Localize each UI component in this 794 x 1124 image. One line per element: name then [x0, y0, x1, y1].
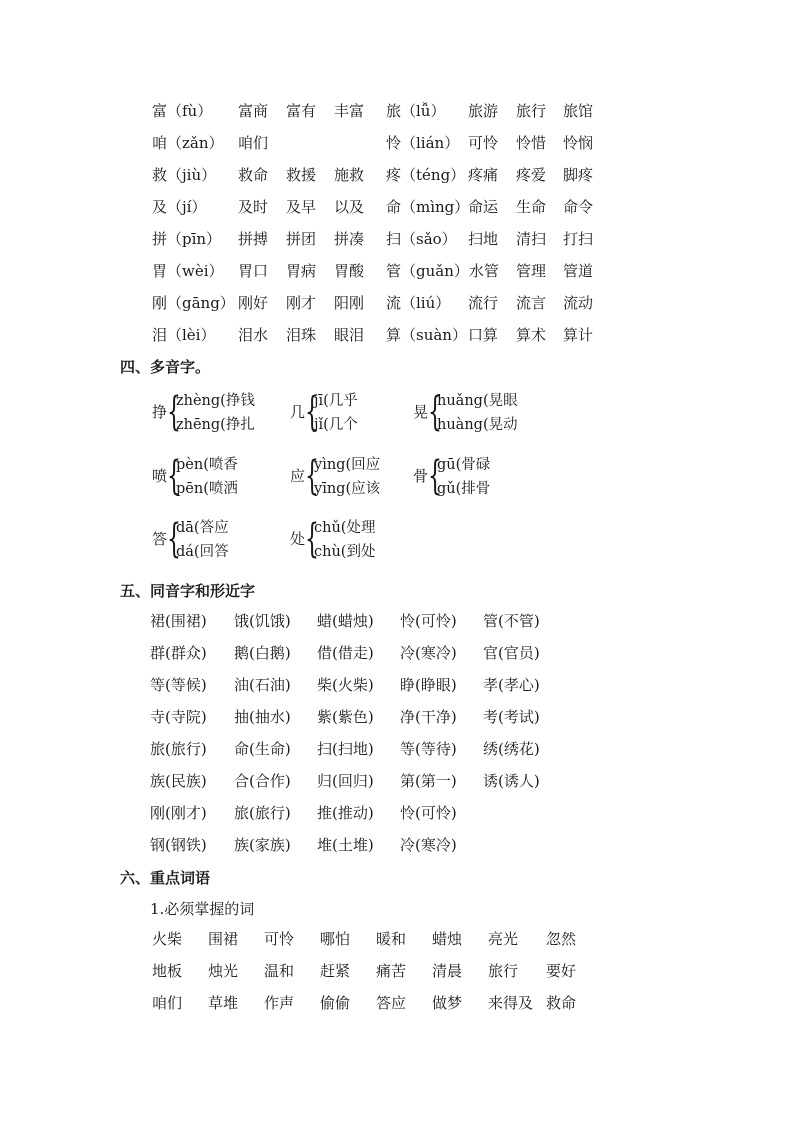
- polyphone-reading: zhēng(挣扎: [176, 417, 255, 433]
- polyphone-reading: jī(几乎: [314, 393, 358, 409]
- table-cell: 怜(可怜): [400, 612, 457, 630]
- table-cell: 命(生命): [234, 740, 291, 758]
- table-cell: 刚(刚才): [150, 804, 207, 822]
- polyphone-group: [152, 390, 272, 436]
- table-cell: 旅游: [468, 102, 499, 120]
- polyphone-group: [290, 390, 410, 436]
- table-cell: 拼凑: [334, 230, 365, 248]
- table-cell: 官(官员): [483, 644, 540, 662]
- polyphone-reading: yìng(回应: [314, 457, 381, 473]
- table-cell: 泪水: [238, 326, 269, 344]
- table-cell: 疼爱: [516, 166, 547, 184]
- table-cell: 胃病: [286, 262, 317, 280]
- table-cell: 清扫: [516, 230, 547, 248]
- polyphone-reading: gū(骨碌: [437, 457, 491, 473]
- table-cell: 饿(饥饿): [234, 612, 291, 630]
- table-cell: 睁(睁眼): [400, 676, 457, 694]
- table-cell: 胃酸: [334, 262, 365, 280]
- table-cell: 合(合作): [234, 772, 291, 790]
- brace-mark: {: [167, 389, 181, 435]
- table-cell: 胃口: [238, 262, 269, 280]
- table-cell: 推(推动): [317, 804, 374, 822]
- table-cell: 可怜: [264, 930, 295, 948]
- table-cell: 救命: [238, 166, 269, 184]
- table-cell: 要好: [546, 962, 577, 980]
- section6-heading: 六、重点词语: [120, 869, 211, 887]
- table-cell: 可怜: [468, 134, 499, 152]
- table-cell: 扫(扫地): [317, 740, 374, 758]
- table-cell: 等(等待): [400, 740, 457, 758]
- table-cell: 冷(寒冷): [400, 836, 457, 854]
- table-cell: 族(民族): [150, 772, 207, 790]
- polyphone-reading: huàng(晃动: [437, 417, 518, 433]
- polyphone-char: 喷: [152, 467, 168, 485]
- polyphone-reading: zhèng(挣钱: [176, 393, 255, 409]
- polyphone-reading: jǐ(几个: [314, 417, 358, 433]
- table-cell: 绣(绣花): [483, 740, 540, 758]
- table-cell: 旅行: [516, 102, 547, 120]
- polyphone-char: 应: [290, 467, 306, 485]
- table-cell: 疼痛: [468, 166, 499, 184]
- polyphone-char: 骨: [413, 467, 429, 485]
- table-cell: 烛光: [208, 962, 239, 980]
- table-cell: 刚（gāng）: [152, 294, 235, 312]
- table-cell: 眼泪: [334, 326, 365, 344]
- table-cell: 流动: [563, 294, 594, 312]
- brace-mark: {: [167, 453, 181, 499]
- table-cell: 孝(孝心): [483, 676, 540, 694]
- brace-mark: {: [167, 516, 181, 562]
- table-cell: 及早: [286, 198, 317, 216]
- table-cell: 怜（lián）: [386, 134, 460, 152]
- table-cell: 做梦: [432, 994, 463, 1012]
- table-cell: 咱（zǎn）: [152, 134, 224, 152]
- table-cell: 及（jí）: [152, 198, 207, 216]
- table-cell: 流行: [468, 294, 499, 312]
- table-cell: 拼搏: [238, 230, 269, 248]
- table-cell: 流（liú）: [386, 294, 451, 312]
- table-cell: 柴(火柴): [317, 676, 374, 694]
- table-cell: 怜悯: [563, 134, 594, 152]
- table-cell: 群(群众): [150, 644, 207, 662]
- table-cell: 亮光: [488, 930, 519, 948]
- polyphone-reading: chù(到处: [314, 544, 376, 560]
- table-cell: 咱们: [152, 994, 183, 1012]
- table-cell: 旅(旅行): [150, 740, 207, 758]
- polyphone-group: [413, 454, 533, 500]
- table-cell: 阳刚: [334, 294, 365, 312]
- polyphone-char: 答: [152, 530, 168, 548]
- table-cell: 流言: [516, 294, 547, 312]
- table-cell: 丰富: [334, 102, 365, 120]
- table-cell: 打扫: [563, 230, 594, 248]
- table-cell: 富（fù）: [152, 102, 213, 120]
- brace-mark: {: [305, 516, 319, 562]
- table-cell: 考(考试): [483, 708, 540, 726]
- table-cell: 管（guǎn）水管: [386, 262, 499, 280]
- table-cell: 刚好: [238, 294, 269, 312]
- table-cell: 救（jiù）: [152, 166, 217, 184]
- table-cell: 来得及: [488, 994, 534, 1012]
- table-cell: 紫(紫色): [317, 708, 374, 726]
- table-cell: 清晨: [432, 962, 463, 980]
- polyphone-reading: dá(回答: [176, 544, 229, 560]
- brace-mark: {: [428, 389, 442, 435]
- section6-subheading: 1.必须掌握的词: [150, 900, 255, 918]
- table-cell: 围裙: [208, 930, 239, 948]
- table-cell: 钢(钢铁): [150, 836, 207, 854]
- table-cell: 扫（sǎo）: [386, 230, 457, 248]
- table-cell: 等(等候): [150, 676, 207, 694]
- table-cell: 扫地: [468, 230, 499, 248]
- polyphone-reading: huǎng(晃眼: [437, 393, 518, 409]
- table-cell: 富商: [238, 102, 269, 120]
- polyphone-group: [152, 517, 272, 563]
- table-cell: 命（mìng）: [386, 198, 470, 216]
- polyphone-char: 处: [290, 530, 306, 548]
- table-cell: 救命: [546, 994, 577, 1012]
- table-cell: 救援: [286, 166, 317, 184]
- polyphone-reading: pèn(喷香: [176, 457, 238, 473]
- table-cell: 以及: [334, 198, 365, 216]
- table-cell: 忽然: [546, 930, 577, 948]
- brace-mark: {: [428, 453, 442, 499]
- table-cell: 算（suàn）: [386, 326, 467, 344]
- table-cell: 哪怕: [320, 930, 351, 948]
- table-cell: 蜡(蜡烛): [317, 612, 374, 630]
- table-cell: 偷偷: [320, 994, 351, 1012]
- table-cell: 富有: [286, 102, 317, 120]
- table-cell: 寺(寺院): [150, 708, 207, 726]
- table-cell: 蜡烛: [432, 930, 463, 948]
- table-cell: 净(干净): [400, 708, 457, 726]
- table-cell: 拼团: [286, 230, 317, 248]
- table-cell: 疼（téng）: [386, 166, 466, 184]
- table-cell: 暖和: [376, 930, 407, 948]
- polyphone-char: 挣: [152, 403, 168, 421]
- table-cell: 旅(旅行): [234, 804, 291, 822]
- table-cell: 诱(诱人): [483, 772, 540, 790]
- table-cell: 管(不管): [483, 612, 540, 630]
- brace-mark: {: [305, 389, 319, 435]
- table-cell: 生命: [516, 198, 547, 216]
- polyphone-reading: dā(答应: [176, 520, 229, 536]
- polyphone-reading: yīng(应该: [314, 481, 381, 497]
- table-cell: 族(家族): [234, 836, 291, 854]
- table-cell: 温和: [264, 962, 295, 980]
- table-cell: 命令: [563, 198, 594, 216]
- table-cell: 地板: [152, 962, 183, 980]
- polyphone-group: [290, 454, 410, 500]
- table-cell: 管道: [563, 262, 594, 280]
- polyphone-group: [413, 390, 533, 436]
- table-cell: 算术: [516, 326, 547, 344]
- table-cell: 旅行: [488, 962, 519, 980]
- table-cell: 草堆: [208, 994, 239, 1012]
- table-cell: 旅（lǚ）: [386, 102, 446, 120]
- table-cell: 答应: [376, 994, 407, 1012]
- table-cell: 泪（lèi）: [152, 326, 216, 344]
- polyphone-reading: pēn(喷洒: [176, 481, 238, 497]
- table-cell: 怜惜: [516, 134, 547, 152]
- polyphone-reading: chǔ(处理: [314, 520, 376, 536]
- table-cell: 裙(围裙): [150, 612, 207, 630]
- table-cell: 胃（wèi）: [152, 262, 224, 280]
- table-cell: 赶紧: [320, 962, 351, 980]
- table-cell: 拼（pīn）: [152, 230, 222, 248]
- table-cell: 堆(土堆): [317, 836, 374, 854]
- table-cell: 口算: [468, 326, 499, 344]
- table-cell: 作声: [264, 994, 295, 1012]
- table-cell: 泪珠: [286, 326, 317, 344]
- table-cell: 脚疼: [563, 166, 594, 184]
- table-cell: 鹅(白鹅): [234, 644, 291, 662]
- polyphone-group: [290, 517, 410, 563]
- table-cell: 刚才: [286, 294, 317, 312]
- polyphone-group: [152, 454, 272, 500]
- polyphone-reading: gǔ(排骨: [437, 481, 491, 497]
- polyphone-char: 晃: [413, 403, 429, 421]
- section4-heading: 四、多音字。: [120, 358, 211, 376]
- table-cell: 及时: [238, 198, 269, 216]
- table-cell: 火柴: [152, 930, 183, 948]
- table-cell: 命运: [468, 198, 499, 216]
- table-cell: 痛苦: [376, 962, 407, 980]
- polyphone-char: 几: [290, 403, 306, 421]
- table-cell: 算计: [563, 326, 594, 344]
- table-cell: 怜(可怜): [400, 804, 457, 822]
- table-cell: 归(回归): [317, 772, 374, 790]
- table-cell: 第(第一): [400, 772, 457, 790]
- table-cell: 施救: [334, 166, 365, 184]
- section5-heading: 五、同音字和形近字: [120, 582, 256, 600]
- table-cell: 旅馆: [563, 102, 594, 120]
- table-cell: 管理: [516, 262, 547, 280]
- table-cell: 借(借走): [317, 644, 374, 662]
- table-cell: 咱们: [238, 134, 269, 152]
- table-cell: 油(石油): [234, 676, 291, 694]
- table-cell: 冷(寒冷): [400, 644, 457, 662]
- brace-mark: {: [305, 453, 319, 499]
- table-cell: 抽(抽水): [234, 708, 291, 726]
